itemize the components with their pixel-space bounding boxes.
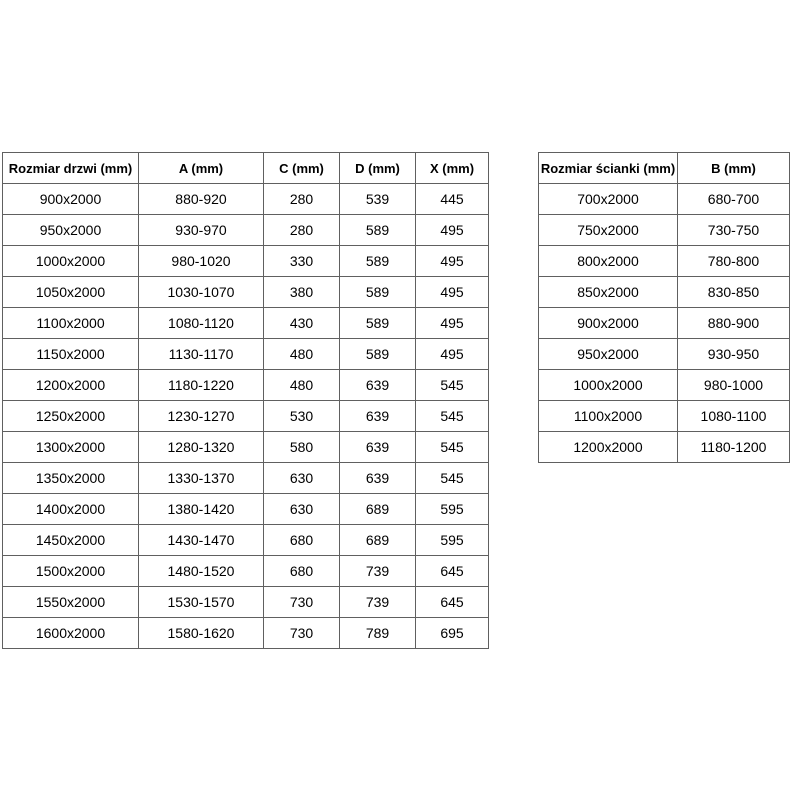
table-cell: 1430-1470 bbox=[139, 525, 264, 556]
table-cell: 645 bbox=[416, 587, 489, 618]
table-cell: 330 bbox=[264, 246, 340, 277]
table-cell: 639 bbox=[340, 370, 416, 401]
table-cell: 1350x2000 bbox=[3, 463, 139, 494]
table-cell: 1300x2000 bbox=[3, 432, 139, 463]
table-cell: 880-900 bbox=[678, 308, 790, 339]
table-cell: 689 bbox=[340, 494, 416, 525]
column-header: B (mm) bbox=[678, 153, 790, 184]
column-header: D (mm) bbox=[340, 153, 416, 184]
door-sizes-table bbox=[2, 152, 489, 649]
table-cell: 1050x2000 bbox=[3, 277, 139, 308]
table-cell: 589 bbox=[340, 246, 416, 277]
table-cell: 539 bbox=[340, 184, 416, 215]
table-cell: 589 bbox=[340, 277, 416, 308]
table-cell: 495 bbox=[416, 308, 489, 339]
table-cell: 1580-1620 bbox=[139, 618, 264, 649]
table-cell: 1450x2000 bbox=[3, 525, 139, 556]
table-cell: 900x2000 bbox=[3, 184, 139, 215]
table-cell: 1250x2000 bbox=[3, 401, 139, 432]
table-cell: 800x2000 bbox=[539, 246, 678, 277]
table-cell: 680 bbox=[264, 556, 340, 587]
table-row bbox=[3, 463, 489, 494]
header-row bbox=[3, 153, 489, 184]
table-cell: 1500x2000 bbox=[3, 556, 139, 587]
table-row bbox=[3, 432, 489, 463]
table-cell: 680-700 bbox=[678, 184, 790, 215]
table-cell: 495 bbox=[416, 339, 489, 370]
table-cell: 495 bbox=[416, 246, 489, 277]
table-cell: 589 bbox=[340, 215, 416, 246]
table-cell: 789 bbox=[340, 618, 416, 649]
table-row bbox=[3, 370, 489, 401]
table-row bbox=[3, 339, 489, 370]
table-cell: 1200x2000 bbox=[3, 370, 139, 401]
table-cell: 545 bbox=[416, 370, 489, 401]
table-cell: 630 bbox=[264, 494, 340, 525]
table-cell: 739 bbox=[340, 587, 416, 618]
table-cell: 545 bbox=[416, 432, 489, 463]
table-cell: 930-970 bbox=[139, 215, 264, 246]
table-cell: 1000x2000 bbox=[539, 370, 678, 401]
column-header: A (mm) bbox=[139, 153, 264, 184]
table-cell: 280 bbox=[264, 184, 340, 215]
table-cell: 1230-1270 bbox=[139, 401, 264, 432]
table-cell: 1280-1320 bbox=[139, 432, 264, 463]
column-header: C (mm) bbox=[264, 153, 340, 184]
table-cell: 1180-1220 bbox=[139, 370, 264, 401]
table-cell: 495 bbox=[416, 215, 489, 246]
table-row bbox=[539, 277, 790, 308]
table-cell: 495 bbox=[416, 277, 489, 308]
table-cell: 545 bbox=[416, 401, 489, 432]
table-row bbox=[3, 184, 489, 215]
table-row bbox=[3, 215, 489, 246]
table-cell: 645 bbox=[416, 556, 489, 587]
table-cell: 1130-1170 bbox=[139, 339, 264, 370]
table-cell: 545 bbox=[416, 463, 489, 494]
table-row bbox=[539, 401, 790, 432]
table-cell: 530 bbox=[264, 401, 340, 432]
table-cell: 695 bbox=[416, 618, 489, 649]
table-cell: 780-800 bbox=[678, 246, 790, 277]
table-cell: 1330-1370 bbox=[139, 463, 264, 494]
table-row bbox=[539, 339, 790, 370]
table-cell: 1600x2000 bbox=[3, 618, 139, 649]
table-cell: 1080-1120 bbox=[139, 308, 264, 339]
column-header: X (mm) bbox=[416, 153, 489, 184]
column-header: Rozmiar ścianki (mm) bbox=[539, 153, 678, 184]
table-cell: 280 bbox=[264, 215, 340, 246]
table-cell: 589 bbox=[340, 308, 416, 339]
table-cell: 730-750 bbox=[678, 215, 790, 246]
table-cell: 750x2000 bbox=[539, 215, 678, 246]
table-cell: 1550x2000 bbox=[3, 587, 139, 618]
table-cell: 900x2000 bbox=[539, 308, 678, 339]
table-row bbox=[3, 401, 489, 432]
table-cell: 1100x2000 bbox=[3, 308, 139, 339]
table-cell: 680 bbox=[264, 525, 340, 556]
table-row bbox=[3, 308, 489, 339]
table-cell: 1530-1570 bbox=[139, 587, 264, 618]
table-cell: 950x2000 bbox=[3, 215, 139, 246]
table-cell: 850x2000 bbox=[539, 277, 678, 308]
table-row bbox=[3, 494, 489, 525]
table-cell: 730 bbox=[264, 618, 340, 649]
table-cell: 480 bbox=[264, 339, 340, 370]
table-row bbox=[3, 246, 489, 277]
table-row bbox=[539, 432, 790, 463]
table-cell: 689 bbox=[340, 525, 416, 556]
table-cell: 980-1020 bbox=[139, 246, 264, 277]
table-cell: 639 bbox=[340, 401, 416, 432]
table-cell: 595 bbox=[416, 494, 489, 525]
table-cell: 639 bbox=[340, 432, 416, 463]
table-cell: 830-850 bbox=[678, 277, 790, 308]
table-cell: 445 bbox=[416, 184, 489, 215]
table-row bbox=[539, 370, 790, 401]
table-cell: 639 bbox=[340, 463, 416, 494]
column-header: Rozmiar drzwi (mm) bbox=[3, 153, 139, 184]
table-cell: 480 bbox=[264, 370, 340, 401]
table-cell: 589 bbox=[340, 339, 416, 370]
table-cell: 430 bbox=[264, 308, 340, 339]
table-row bbox=[3, 277, 489, 308]
table-cell: 950x2000 bbox=[539, 339, 678, 370]
table-row bbox=[3, 618, 489, 649]
table-cell: 1380-1420 bbox=[139, 494, 264, 525]
table-row bbox=[539, 215, 790, 246]
table-row bbox=[539, 308, 790, 339]
table-cell: 580 bbox=[264, 432, 340, 463]
table-cell: 380 bbox=[264, 277, 340, 308]
table-cell: 700x2000 bbox=[539, 184, 678, 215]
table-cell: 739 bbox=[340, 556, 416, 587]
table-cell: 930-950 bbox=[678, 339, 790, 370]
table-cell: 980-1000 bbox=[678, 370, 790, 401]
table-cell: 1180-1200 bbox=[678, 432, 790, 463]
table-row bbox=[539, 246, 790, 277]
table-cell: 630 bbox=[264, 463, 340, 494]
table-cell: 1080-1100 bbox=[678, 401, 790, 432]
table-cell: 1150x2000 bbox=[3, 339, 139, 370]
table-row bbox=[539, 184, 790, 215]
table-cell: 1030-1070 bbox=[139, 277, 264, 308]
table-row bbox=[3, 525, 489, 556]
table-cell: 595 bbox=[416, 525, 489, 556]
header-row bbox=[539, 153, 790, 184]
table-cell: 1400x2000 bbox=[3, 494, 139, 525]
table-row bbox=[3, 556, 489, 587]
table-cell: 1480-1520 bbox=[139, 556, 264, 587]
table-row bbox=[3, 587, 489, 618]
table-cell: 1200x2000 bbox=[539, 432, 678, 463]
table-cell: 1000x2000 bbox=[3, 246, 139, 277]
table-cell: 730 bbox=[264, 587, 340, 618]
table-cell: 1100x2000 bbox=[539, 401, 678, 432]
wall-sizes-table bbox=[538, 152, 790, 463]
table-cell: 880-920 bbox=[139, 184, 264, 215]
